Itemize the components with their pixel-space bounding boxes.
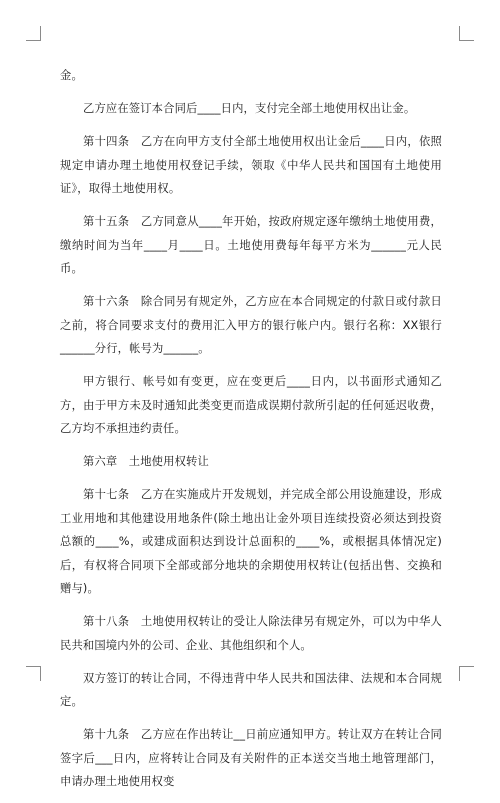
crop-mark-top-right [459,26,474,41]
article-16: 第十六条 除合同另有规定外，乙方应在本合同规定的付款日或付款日之前，将合同要求支付的费用汇入甲方的银行帐户内。银行名称：XX银行______分行，帐号为______。 [60,295,442,355]
paragraph-payment-deadline: 乙方应在签订本合同后____日内，支付完全部土地使用权出让金。 [83,102,416,115]
crop-mark-bottom-right [459,666,474,681]
chapter-6-heading: 第六章 土地使用权转让 [83,455,209,468]
paragraph-bank-change: 甲方银行、帐号如有变更，应在变更后____日内，以书面形式通知乙方，由于甲方未及时通知此类变更而造成误期付款所引起的任何延迟收费，乙方均不承担违约责任。 [60,375,442,435]
article-19: 第十九条 乙方应在作出转让__日前应通知甲方。转让双方在转让合同签字后___日内，应将转让合同及有关附件的正本送交当地土地管理部门，申请办理土地使用权变 [60,728,442,788]
document-page [60,64,442,803]
article-18: 第十八条 土地使用权转让的受让人除法律另有规定外，可以为中华人民共和国境内外的公司、企业、其他组织和个人。 [60,615,442,652]
crop-mark-top-left [26,26,41,41]
crop-mark-bottom-left [26,666,41,681]
article-15: 第十五条 乙方同意从____年开始，按政府规定逐年缴纳土地使用费，缴纳时间为当年____月____日。土地使用费每年每平方米为______元人民币。 [60,215,442,275]
paragraph-transfer-contract: 双方签订的转让合同，不得违背中华人民共和国法律、法规和本合同规定。 [60,671,442,708]
paragraph-continuation: 金。 [60,69,83,82]
article-17: 第十七条 乙方在实施成片开发规划，并完成全部公用设施建设，形成工业用地和其他建设用地条件(除土地出让金外项目连续投资必须达到投资总额的____%，或建成面积达到设计总面积的____%，或根据具体情况定)后，有权将合同项下全部或部分地块的余期使用权转让(包括出售、交换和赠与)。 [60,488,442,595]
article-14: 第十四条 乙方在向甲方支付全部土地使用权出让金后____日内，依照规定申请办理土地使用权登记手续，领取《中华人民共和国国有土地使用证》，取得土地使用权。 [60,135,442,195]
